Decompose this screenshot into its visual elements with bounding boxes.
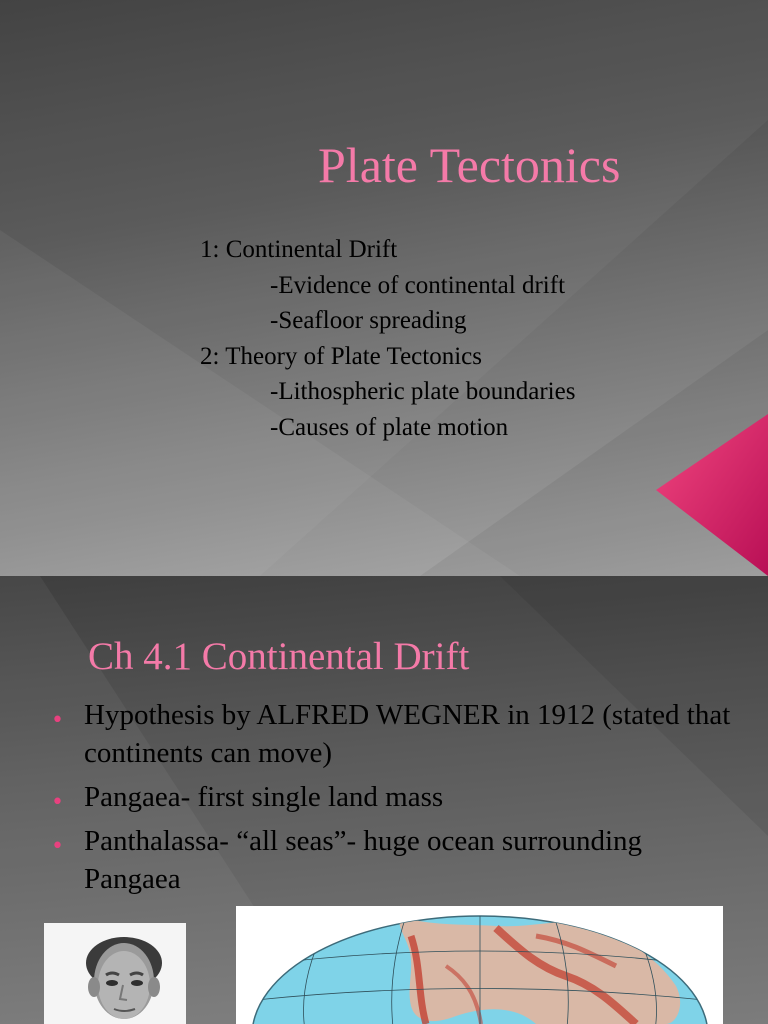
bullet-icon: • — [51, 790, 64, 815]
outline-subitem: -Lithospheric plate boundaries — [270, 378, 576, 405]
outline-subitem: -Seafloor spreading — [270, 307, 467, 334]
bullet-item — [51, 696, 744, 772]
section-title: Ch 4.1 Continental Drift — [88, 635, 470, 678]
bullet-item — [51, 778, 744, 816]
bullet-icon: • — [51, 708, 64, 733]
portrait-icon — [44, 923, 186, 1024]
outline-subitem: -Evidence of continental drift — [270, 271, 566, 299]
bullet-item — [51, 822, 744, 898]
outline-item: 1: Continental Drift — [200, 236, 398, 263]
bullet-text: Pangaea- first single land mass — [84, 781, 444, 813]
pangaea-map — [236, 906, 723, 1024]
outline-list — [200, 232, 575, 445]
pangaea-map-icon — [236, 906, 723, 1024]
slide-title: Plate Tectonics — [318, 137, 621, 193]
bullet-text: Hypothesis by ALFRED WEGNER in 1912 (stated that continents can move) — [84, 699, 731, 769]
outline-item: 2: Theory of Plate Tectonics — [200, 342, 482, 370]
bullet-list — [51, 696, 744, 904]
bullet-icon: • — [51, 834, 64, 859]
accent-triangle — [656, 414, 768, 576]
bullet-text: Panthalassa- “all seas”- huge ocean surrounding Pangaea — [84, 825, 643, 895]
outline-subitem: -Causes of plate motion — [270, 413, 509, 441]
wegener-portrait-photo — [44, 923, 186, 1024]
